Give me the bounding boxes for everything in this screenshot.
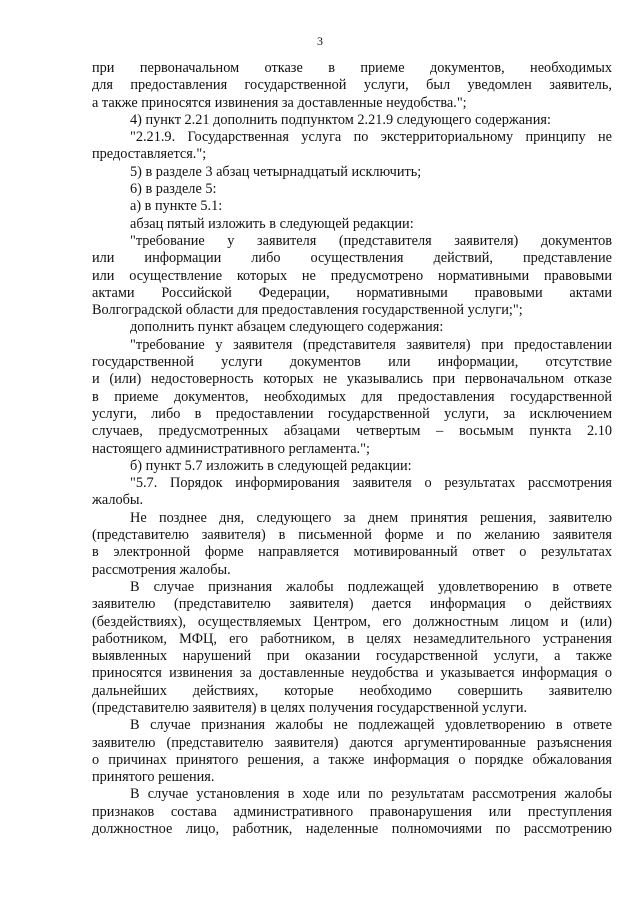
text-line: 5) в разделе 3 абзац четырнадцатый исключить;	[130, 163, 422, 180]
text-line: "требование у заявителя (представителя заявителя) при предоставлении	[130, 336, 612, 353]
text-line: работником, МФЦ, его работником, в целях незамедлительного устранения	[92, 630, 612, 647]
text-line: "5.7. Порядок информирования заявителя о результатах рассмотрения	[130, 475, 612, 492]
text-line: В случае признания жалобы не подлежащей удовлетворению в ответе	[130, 717, 612, 734]
text-line: приносятся извинения за доставленные неудобства и указывается информация о	[92, 665, 612, 682]
text-line: а также приносятся извинения за доставленные неудобства.";	[92, 94, 467, 111]
text-line: дополнить пункт абзацем следующего содержания:	[130, 319, 444, 336]
text-line: актами Российской Федерации, нормативными правовыми актами	[92, 284, 612, 301]
text-line: (представителю заявителя) в целях получения государственной услуги.	[92, 699, 528, 716]
text-line: жалобы.	[92, 492, 144, 509]
text-line: при первоначальном отказе в приеме документов, необходимых	[92, 60, 612, 76]
text-line: "требование у заявителя (представителя заявителя) документов	[130, 232, 612, 249]
text-line: в электронной форме направляется мотивированный ответ о результатах	[92, 544, 612, 561]
text-line: а) в пункте 5.1:	[130, 198, 223, 215]
text-line: 4) пункт 2.21 дополнить подпунктом 2.21.9 следующего содержания:	[130, 111, 551, 128]
text-line: б) пункт 5.7 изложить в следующей редакции:	[130, 457, 412, 474]
text-line: предоставляется.";	[92, 146, 207, 163]
text-line: Не позднее дня, следующего за днем принятия решения, заявителю	[130, 509, 612, 526]
text-line: для предоставления государственной услуги, был уведомлен заявитель,	[92, 77, 612, 94]
text-line: абзац пятый изложить в следующей редакции:	[130, 215, 414, 232]
text-line: заявителю (представителю заявителя) дается информация о действиях	[92, 596, 612, 613]
text-line: в приеме документов, необходимых для предоставления государственной	[92, 388, 612, 405]
text-line: или информации либо осуществления действий, представление	[92, 250, 612, 267]
text-line: (бездействиях), осуществляемых Центром, его должностным лицом и (или)	[92, 613, 612, 630]
text-line: о причинах принятого решения, а также информация о порядке обжалования	[92, 751, 612, 768]
text-line: дальнейших действиях, которые необходимо совершить заявителю	[92, 682, 612, 699]
text-line: рассмотрения жалобы.	[92, 561, 231, 578]
text-line: 6) в разделе 5:	[130, 181, 217, 198]
document-body	[92, 60, 612, 838]
text-line: заявителю (представителю заявителя) даются аргументированные разъяснения	[92, 734, 612, 751]
text-line: (представителю заявителя) в письменной форме и по желанию заявителя	[92, 527, 612, 544]
text-line: выявленных нарушений при оказании государственной услуги, а также	[92, 648, 612, 665]
text-line: и (или) недостоверность которых не указывались при первоначальном отказе	[92, 371, 612, 388]
text-line: В случае установления в ходе или по результатам рассмотрения жалобы	[130, 786, 612, 803]
text-line: должностное лицо, работник, наделенные полномочиями по рассмотрению	[92, 821, 612, 838]
text-line: случаев, предусмотренных абзацами четвертым – восьмым пункта 2.10	[92, 423, 612, 440]
text-line: принятого решения.	[92, 769, 215, 786]
text-line: "2.21.9. Государственная услуга по экстерриториальному принципу не	[130, 129, 612, 146]
text-line: признаков состава административного правонарушения или преступления	[92, 803, 612, 820]
text-line: настоящего административного регламента.";	[92, 440, 370, 457]
text-line: или осуществление которых не предусмотрено нормативными правовыми	[92, 267, 612, 284]
text-line: В случае признания жалобы подлежащей удовлетворению в ответе	[130, 578, 612, 595]
text-line: услуги, либо в предоставлении государственной услуги, за исключением	[92, 405, 612, 422]
text-line: Волгоградской области для предоставления государственной услуги;";	[92, 302, 523, 319]
text-line: государственной услуги документов или информации, отсутствие	[92, 354, 612, 371]
page-number: 3	[317, 34, 323, 48]
